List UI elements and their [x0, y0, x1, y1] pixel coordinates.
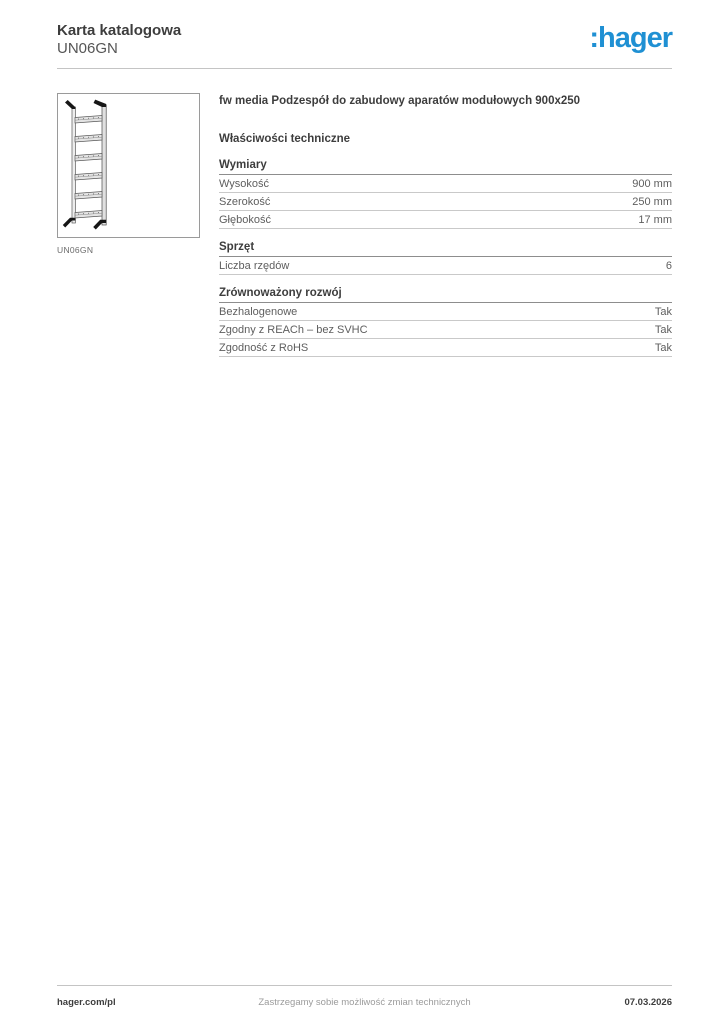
spec-label: Liczba rzędów [219, 260, 290, 272]
main-content [0, 69, 724, 369]
spec-value: Tak [654, 342, 672, 354]
footer-row [57, 997, 672, 1008]
spec-row [219, 193, 672, 211]
spec-row [219, 321, 672, 339]
product-image [57, 93, 200, 238]
spec-value: Tak [654, 324, 672, 336]
footer-site-link[interactable]: hager.com/pl [57, 997, 116, 1008]
spec-label: Zgodny z REACh – bez SVHC [219, 324, 368, 336]
page-footer [57, 985, 672, 1008]
page-title: Karta katalogowa [57, 22, 182, 39]
spec-value: 900 mm [632, 178, 672, 190]
spec-row [219, 175, 672, 193]
product-image-caption: UN06GN [57, 245, 94, 255]
spec-value: 6 [665, 260, 672, 272]
ladder-frame-icon [62, 98, 114, 232]
section-heading: Wymiary [219, 159, 672, 175]
spec-value: 17 mm [638, 214, 672, 226]
footer-disclaimer: Zastrzegamy sobie możliwość zmian technicznych [258, 997, 471, 1008]
spec-row [219, 257, 672, 275]
spec-section [219, 287, 672, 357]
tech-properties-heading: Właściwości techniczne [219, 133, 351, 145]
spec-label: Głębokość [219, 214, 271, 226]
spec-label: Bezhalogenowe [219, 306, 298, 318]
spec-row [219, 211, 672, 229]
section-heading: Zrównoważony rozwój [219, 287, 672, 303]
spec-row [219, 339, 672, 357]
section-heading: Sprzęt [219, 241, 672, 257]
product-image-column [57, 93, 200, 369]
spec-label: Szerokość [219, 196, 271, 208]
spec-section [219, 159, 672, 229]
product-title: fw media Podzespół do zabudowy aparatów modułowych 900x250 [219, 95, 581, 107]
spec-label: Wysokość [219, 178, 270, 190]
spec-label: Zgodność z RoHS [219, 342, 309, 354]
hager-logo: :hager [589, 22, 672, 54]
spec-column [219, 93, 672, 369]
header-titles [57, 22, 181, 58]
spec-sections [219, 159, 672, 357]
spec-value: 250 mm [632, 196, 672, 208]
page-header [0, 0, 724, 58]
spec-row [219, 303, 672, 321]
spec-value: Tak [654, 306, 672, 318]
footer-date: 07.03.2026 [624, 997, 672, 1008]
product-code: UN06GN [57, 40, 118, 57]
spec-section [219, 241, 672, 275]
